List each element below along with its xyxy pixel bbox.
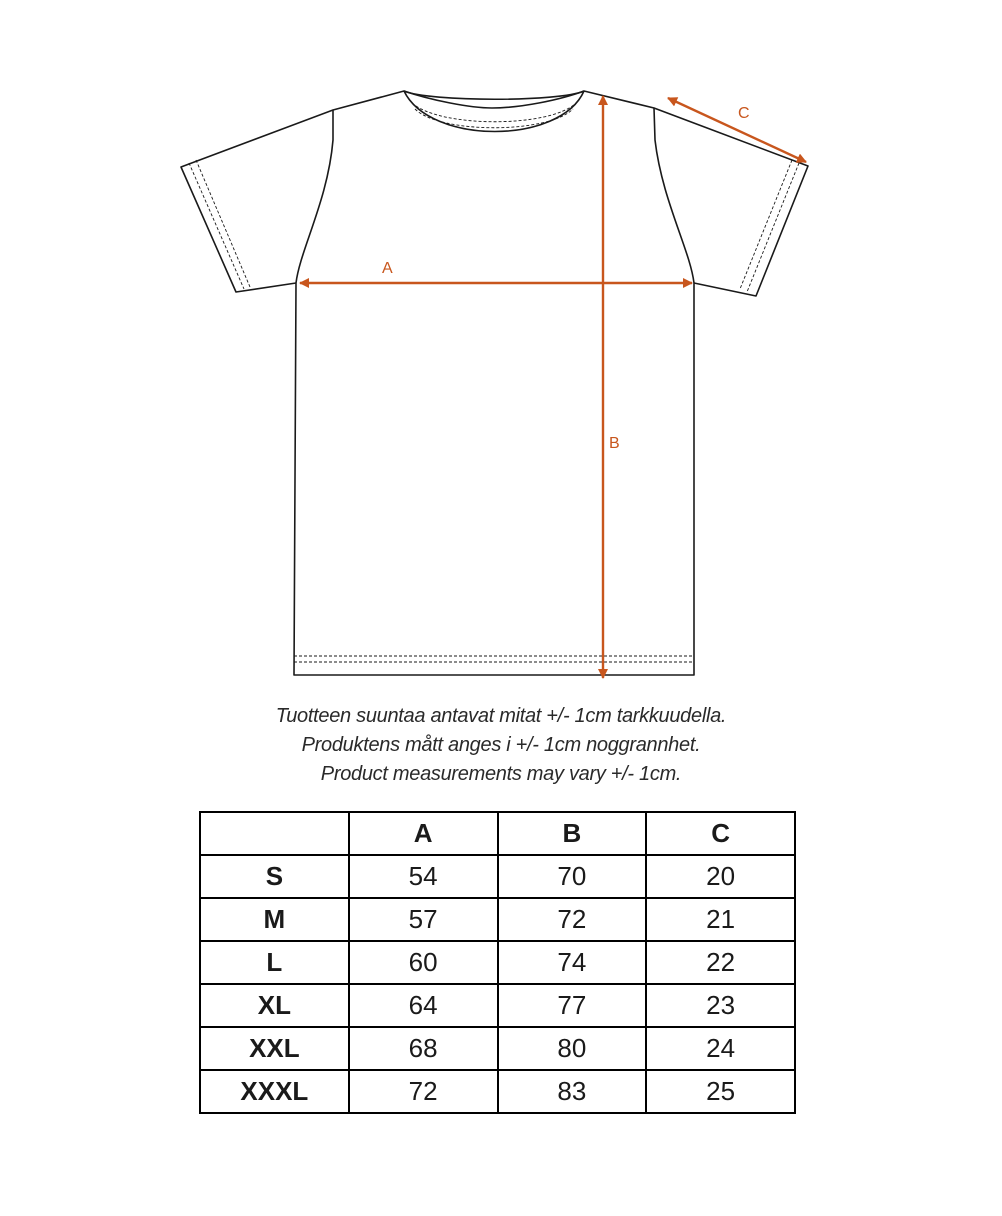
size-label: XXL: [200, 1027, 349, 1070]
value-a: 54: [349, 855, 498, 898]
size-table: [199, 811, 796, 1114]
tshirt-hem-stitch: [294, 656, 694, 662]
label-a: A: [382, 260, 393, 277]
value-b: 83: [498, 1070, 647, 1113]
value-a: 68: [349, 1027, 498, 1070]
size-label: S: [200, 855, 349, 898]
value-c: 20: [646, 855, 795, 898]
tshirt-right-sleeve-stitch: [740, 160, 799, 292]
value-b: 77: [498, 984, 647, 1027]
header-a: A: [349, 812, 498, 855]
measurement-notes: [0, 702, 1002, 789]
value-a: 60: [349, 941, 498, 984]
table-row: [200, 898, 795, 941]
note-swedish: Produktens mått anges i +/- 1cm noggrannhet.: [301, 734, 701, 756]
size-label: XXXL: [200, 1070, 349, 1113]
tshirt-collar-stitch-2: [415, 109, 573, 128]
tshirt-left-sleeve-stitch: [189, 160, 250, 289]
value-b: 74: [498, 941, 647, 984]
arrow-c: [668, 98, 806, 162]
value-c: 23: [646, 984, 795, 1027]
value-c: 22: [646, 941, 795, 984]
value-a: 64: [349, 984, 498, 1027]
tshirt-outline: [181, 91, 808, 675]
value-c: 21: [646, 898, 795, 941]
table-row: [200, 1070, 795, 1113]
value-b: 80: [498, 1027, 647, 1070]
value-c: 25: [646, 1070, 795, 1113]
tshirt-collar-stitch: [412, 103, 576, 122]
value-a: 72: [349, 1070, 498, 1113]
tshirt-right-sleeve: [654, 108, 808, 296]
size-label: M: [200, 898, 349, 941]
value-c: 24: [646, 1027, 795, 1070]
table-row: [200, 941, 795, 984]
table-row: [200, 1027, 795, 1070]
note-english: Product measurements may vary +/- 1cm.: [320, 763, 682, 785]
size-table-header: [200, 812, 795, 855]
table-row: [200, 984, 795, 1027]
header-size: [200, 812, 349, 855]
value-b: 72: [498, 898, 647, 941]
value-a: 57: [349, 898, 498, 941]
size-label: L: [200, 941, 349, 984]
header-b: B: [498, 812, 647, 855]
tshirt-body: [294, 91, 694, 675]
size-label: XL: [200, 984, 349, 1027]
label-b: B: [609, 435, 620, 452]
note-finnish: Tuotteen suuntaa antavat mitat +/- 1cm tarkkuudella.: [275, 705, 727, 727]
tshirt-left-sleeve: [181, 110, 333, 292]
table-row: [200, 855, 795, 898]
value-b: 70: [498, 855, 647, 898]
label-c: C: [738, 105, 750, 122]
header-c: C: [646, 812, 795, 855]
measurement-arrows: [300, 96, 806, 678]
tshirt-collar-inner: [404, 91, 584, 99]
